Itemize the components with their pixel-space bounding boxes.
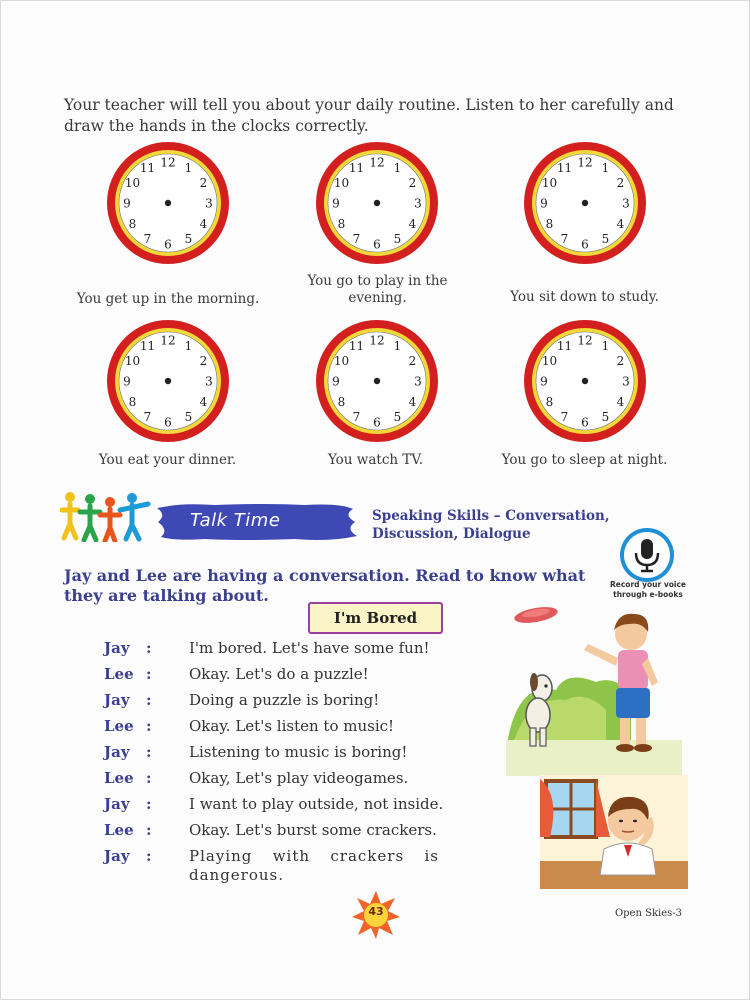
- clock-number: 4: [408, 217, 417, 231]
- clock-center-dot: [374, 200, 380, 206]
- page-number: 43: [368, 905, 384, 918]
- clock-number: 2: [199, 176, 208, 190]
- clock-center-dot: [582, 200, 588, 206]
- clock-number: 8: [545, 395, 554, 409]
- clock-number: 4: [408, 395, 417, 409]
- clock-number: 10: [124, 354, 141, 368]
- clock-number: 7: [352, 232, 361, 246]
- clock-number: 8: [545, 217, 554, 231]
- clock-number: 3: [205, 196, 213, 211]
- speaker-name: Jay: [104, 743, 130, 761]
- clock-number: 6: [581, 237, 589, 252]
- clock-number: 6: [164, 415, 172, 430]
- clock-number: 5: [601, 232, 610, 246]
- clock-number: 4: [616, 395, 625, 409]
- clock-number: 2: [616, 176, 625, 190]
- dialogue-line: Doing a puzzle is boring!: [189, 691, 380, 709]
- clock-number: 3: [414, 374, 422, 389]
- clock-number: 5: [184, 410, 193, 424]
- speaker-name: Jay: [104, 847, 130, 865]
- clock-face: [315, 141, 439, 265]
- clock-number: 7: [560, 410, 569, 424]
- clock-number: 6: [581, 415, 589, 430]
- speaker-name: Jay: [104, 795, 130, 813]
- clock-number: 1: [601, 161, 610, 175]
- clock-number: 1: [393, 339, 402, 353]
- clock-number: 12: [577, 333, 593, 348]
- boy-frisbee-dog-illustration: [506, 600, 682, 776]
- clock-number: 2: [408, 176, 417, 190]
- clock-number: 11: [348, 339, 365, 353]
- clock-number: 11: [139, 339, 156, 353]
- clock-number: 3: [622, 374, 630, 389]
- clock-face: [106, 319, 230, 443]
- clock-number: 2: [199, 354, 208, 368]
- clock-number: 2: [616, 354, 625, 368]
- speaker-name: Lee: [104, 769, 134, 787]
- speaker-name: Jay: [104, 639, 130, 657]
- clock-center-dot: [165, 200, 171, 206]
- clock-number: 6: [373, 415, 381, 430]
- story-title: I'm Bored: [308, 602, 443, 634]
- clock-number: 9: [123, 196, 131, 211]
- clock-number: 3: [414, 196, 422, 211]
- clock-number: 6: [164, 237, 172, 252]
- conversation-intro: Jay and Lee are having a conversation. Read to know what they are talking about.: [64, 566, 586, 605]
- dialogue-line: Okay. Let's burst some crackers.: [189, 821, 437, 839]
- clock-number: 11: [139, 161, 156, 175]
- clock-face: [315, 319, 439, 443]
- dialogue-line: I want to play outside, not inside.: [189, 795, 444, 813]
- clock-number: 9: [540, 374, 548, 389]
- clock-number: 10: [124, 176, 141, 190]
- clock-number: 12: [160, 333, 176, 348]
- clock-number: 11: [348, 161, 365, 175]
- clock-number: 9: [332, 196, 340, 211]
- clock-center-dot: [374, 378, 380, 384]
- clock-number: 8: [337, 217, 346, 231]
- clock-caption: You sit down to study.: [510, 289, 659, 305]
- talk-time-label: Talk Time: [190, 510, 281, 531]
- clock-number: 1: [601, 339, 610, 353]
- clock-caption: You get up in the morning.: [76, 291, 260, 307]
- clock-number: 8: [128, 217, 137, 231]
- clock-face: [523, 141, 647, 265]
- clock-number: 3: [622, 196, 630, 211]
- clock-number: 1: [184, 339, 193, 353]
- microphone-icon[interactable]: [619, 527, 675, 583]
- clock-number: 7: [143, 410, 152, 424]
- clock-number: 5: [601, 410, 610, 424]
- record-voice-label: Record your voice through e-books: [610, 580, 686, 599]
- talk-time-people-icon: [60, 490, 155, 542]
- clock-number: 10: [541, 176, 558, 190]
- instruction-text: Your teacher will tell you about your daily routine. Listen to her carefully and draw the hands in the clocks correctly.: [64, 96, 674, 135]
- footer-book-title: Open Skies-3: [614, 908, 682, 919]
- speaker-name: Lee: [104, 717, 134, 735]
- speaker-name: Lee: [104, 665, 134, 683]
- dialogue-line: Okay. Let's listen to music!: [189, 717, 395, 735]
- clock-face: [523, 319, 647, 443]
- clock-number: 11: [556, 161, 573, 175]
- clock-number: 9: [540, 196, 548, 211]
- clock-number: 7: [143, 232, 152, 246]
- clock-number: 7: [560, 232, 569, 246]
- clock-number: 1: [393, 161, 402, 175]
- clock-number: 8: [337, 395, 346, 409]
- clock-number: 8: [128, 395, 137, 409]
- speaker-name: Lee: [104, 821, 134, 839]
- bored-boy-illustration: [540, 775, 688, 889]
- clock-number: 4: [199, 395, 208, 409]
- clock-number: 2: [408, 354, 417, 368]
- clock-number: 5: [393, 410, 402, 424]
- clock-number: 7: [352, 410, 361, 424]
- clock-number: 9: [123, 374, 131, 389]
- clock-number: 4: [199, 217, 208, 231]
- clock-caption: You go to play in the evening.: [307, 273, 448, 306]
- clock-number: 11: [556, 339, 573, 353]
- clock-number: 12: [369, 333, 385, 348]
- dialogue-row: Jay : Playing with crackers is dangerous.: [104, 847, 439, 884]
- clock-number: 5: [184, 232, 193, 246]
- clock-center-dot: [582, 378, 588, 384]
- clock-number: 10: [333, 176, 350, 190]
- clock-number: 6: [373, 237, 381, 252]
- dialogue-line: Listening to music is boring!: [189, 743, 408, 761]
- speaking-skills-heading: Speaking Skills – Conversation, Discussion, Dialogue: [372, 508, 610, 542]
- clock-number: 12: [577, 155, 593, 170]
- clock-face: [106, 141, 230, 265]
- clock-number: 4: [616, 217, 625, 231]
- clock-number: 12: [160, 155, 176, 170]
- clock-number: 10: [541, 354, 558, 368]
- clock-caption: You eat your dinner.: [98, 452, 237, 468]
- speaker-name: Jay: [104, 691, 130, 709]
- clock-center-dot: [165, 378, 171, 384]
- dialogue-line: I'm bored. Let's have some fun!: [189, 639, 430, 657]
- dialogue-line: Playing with crackers is dangerous.: [189, 847, 439, 884]
- clock-number: 3: [205, 374, 213, 389]
- clock-number: 12: [369, 155, 385, 170]
- clock-number: 5: [393, 232, 402, 246]
- clock-number: 1: [184, 161, 193, 175]
- clock-caption: You go to sleep at night.: [501, 452, 668, 468]
- clock-number: 10: [333, 354, 350, 368]
- dialogue-line: Okay. Let's do a puzzle!: [189, 665, 369, 683]
- clock-caption: You watch TV.: [327, 452, 424, 468]
- dialogue-line: Okay, Let's play videogames.: [189, 769, 409, 787]
- clock-number: 9: [332, 374, 340, 389]
